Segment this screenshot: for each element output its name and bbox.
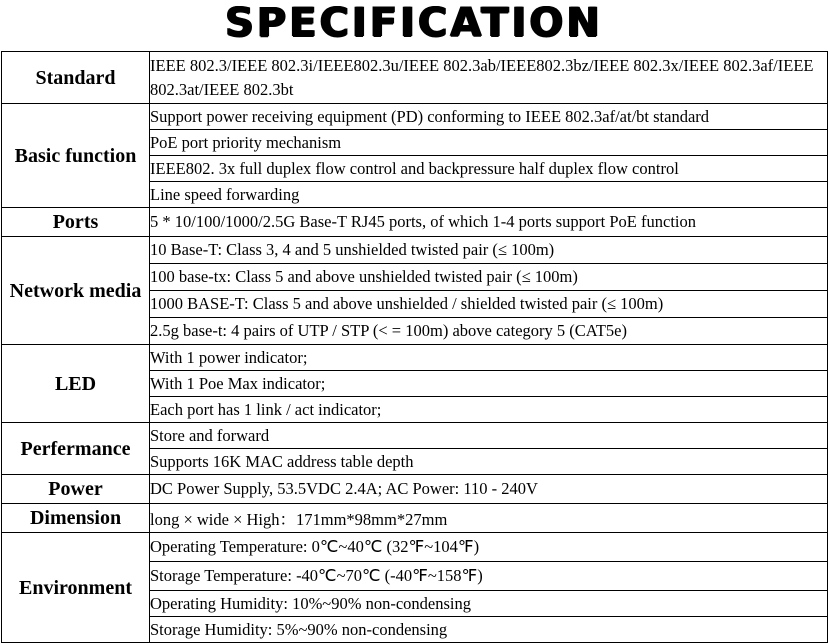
spec-value: PoE port priority mechanism [150, 130, 828, 156]
page-title: SPECIFICATION [225, 0, 603, 46]
category-label: Basic function [2, 104, 150, 208]
spec-value: 100 base-tx: Class 5 and above unshielded twisted pair (≤ 100m) [150, 264, 828, 291]
spec-value: IEEE802. 3x full duplex flow control and backpressure half duplex flow control [150, 156, 828, 182]
specification-table [1, 51, 828, 643]
spec-value: IEEE 802.3/IEEE 802.3i/IEEE802.3u/IEEE 802.3ab/IEEE802.3bz/IEEE 802.3x/IEEE 802.3af/IEEE 802.3at/IEEE 802.3bt [150, 52, 828, 104]
spec-value: Supports 16K MAC address table depth [150, 449, 828, 475]
spec-value: Support power receiving equipment (PD) conforming to IEEE 802.3af/at/bt standard [150, 104, 828, 130]
spec-value: 10 Base-T: Class 3, 4 and 5 unshielded twisted pair (≤ 100m) [150, 237, 828, 264]
spec-row-dimension [2, 504, 828, 533]
spec-value: 2.5g base-t: 4 pairs of UTP / STP (< = 100m) above category 5 (CAT5e) [150, 318, 828, 345]
spec-value: Operating Humidity: 10%~90% non-condensing [150, 591, 828, 617]
spec-row-basic-function [2, 104, 828, 130]
spec-value: Each port has 1 link / act indicator; [150, 397, 828, 423]
spec-value: Storage Humidity: 5%~90% non-condensing [150, 617, 828, 643]
category-label: Standard [2, 52, 150, 104]
spec-row-network-media [2, 237, 828, 264]
category-label: Network media [2, 237, 150, 345]
spec-row-standard [2, 52, 828, 104]
spec-row-environment [2, 533, 828, 562]
category-label: Ports [2, 208, 150, 237]
spec-row-power [2, 475, 828, 504]
spec-value: Store and forward [150, 423, 828, 449]
category-label: Dimension [2, 504, 150, 533]
spec-value: Storage Temperature: -40℃~70℃ (-40℉~158℉) [150, 562, 828, 591]
spec-row-led [2, 345, 828, 371]
spec-value: 5 * 10/100/1000/2.5G Base-T RJ45 ports, of which 1-4 ports support PoE function [150, 208, 828, 237]
category-label: Perfermance [2, 423, 150, 475]
spec-row-ports [2, 208, 828, 237]
category-label: LED [2, 345, 150, 423]
spec-value: With 1 Poe Max indicator; [150, 371, 828, 397]
category-label: Power [2, 475, 150, 504]
spec-value: DC Power Supply, 53.5VDC 2.4A; AC Power: 110 - 240V [150, 475, 828, 504]
spec-value: 1000 BASE-T: Class 5 and above unshielded / shielded twisted pair (≤ 100m) [150, 291, 828, 318]
spec-row-performance [2, 423, 828, 449]
spec-value: long × wide × High：171mm*98mm*27mm [150, 504, 828, 533]
spec-value: Operating Temperature: 0℃~40℃ (32℉~104℉) [150, 533, 828, 562]
category-label: Environment [2, 533, 150, 643]
spec-value: With 1 power indicator; [150, 345, 828, 371]
spec-value: Line speed forwarding [150, 182, 828, 208]
